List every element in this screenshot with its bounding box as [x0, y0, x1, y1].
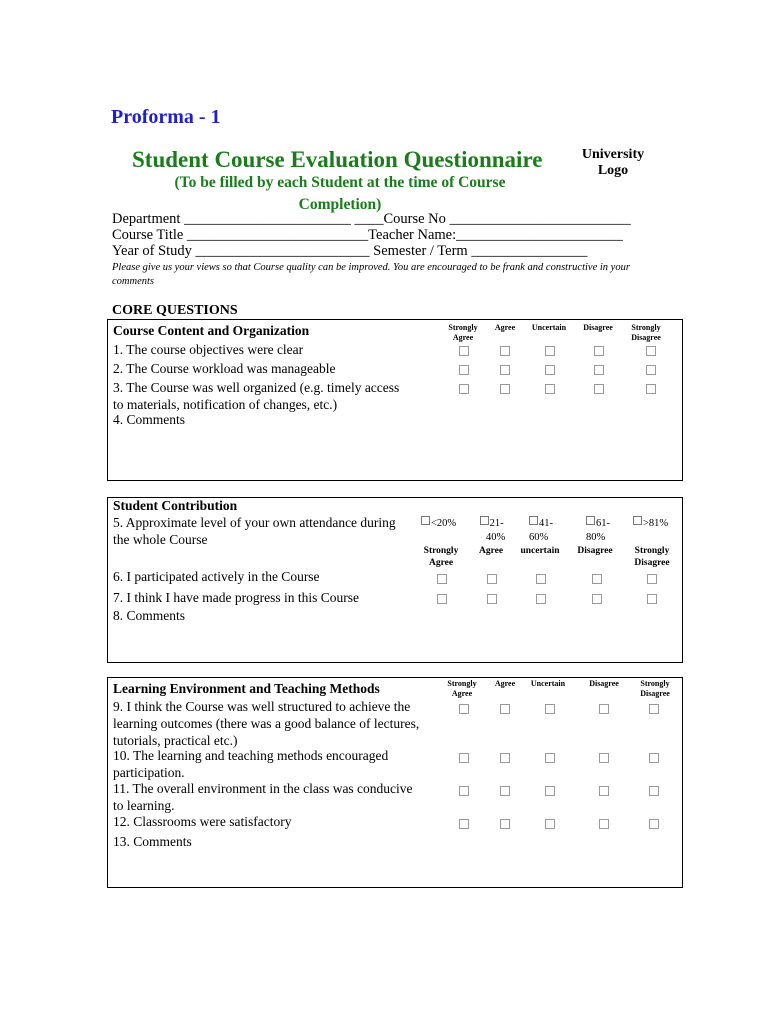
question-5: 5. Approximate level of your own attendance during the whole Course: [113, 515, 396, 547]
attendance-option-lt20[interactable]: [421, 516, 456, 531]
question-4-comments[interactable]: 4. Comments: [113, 412, 186, 427]
q10-uncertain-checkbox[interactable]: [545, 753, 555, 763]
year-semester-field[interactable]: Year of Study ________________________ Semester / Term ________________: [112, 243, 588, 259]
question-1: 1. The course objectives were clear: [113, 342, 304, 357]
attendance-option-41-60[interactable]: [529, 516, 553, 545]
q3-disagree-checkbox[interactable]: [594, 384, 604, 394]
attendance-option-61-80[interactable]: [586, 516, 610, 545]
attendance-option-label: 40%: [486, 532, 506, 543]
q6-strongly-agree-checkbox[interactable]: [437, 574, 447, 584]
q10-disagree-checkbox[interactable]: [599, 753, 609, 763]
header-uncertain: Uncertain: [530, 679, 566, 688]
q12-agree-checkbox[interactable]: [500, 819, 510, 829]
question-11: 11. The overall environment in the class was conducive to learning.: [113, 781, 413, 813]
question-13-comments[interactable]: 13. Comments: [113, 834, 192, 849]
q9-agree-checkbox[interactable]: [500, 704, 510, 714]
q3-strongly-disagree-checkbox[interactable]: [646, 384, 656, 394]
q12-strongly-disagree-checkbox[interactable]: [649, 819, 659, 829]
attendance-option-gt81[interactable]: [633, 516, 668, 531]
q2-strongly-agree-checkbox[interactable]: [459, 365, 469, 375]
q1-disagree-checkbox[interactable]: [594, 346, 604, 356]
attendance-option-label: 41-: [539, 518, 553, 529]
header-disagree: Disagree: [589, 679, 619, 688]
attendance-option-label: 21-: [489, 518, 504, 529]
header-strongly-agree: Strongly Agree: [447, 679, 477, 698]
header-disagree: Disagree: [583, 323, 613, 332]
university-logo-placeholder: [570, 147, 656, 179]
q7-uncertain-checkbox[interactable]: [536, 594, 546, 604]
attendance-option-21-40[interactable]: [478, 516, 505, 545]
q2-agree-checkbox[interactable]: [500, 365, 510, 375]
q7-agree-checkbox[interactable]: [487, 594, 497, 604]
q6-agree-checkbox[interactable]: [487, 574, 497, 584]
checkbox-icon: [529, 516, 538, 525]
q9-strongly-agree-checkbox[interactable]: [459, 704, 469, 714]
header-disagree: Disagree: [577, 546, 613, 556]
attendance-option-label: 61-: [596, 518, 610, 529]
q2-strongly-disagree-checkbox[interactable]: [646, 365, 656, 375]
header-strongly-agree: Strongly Agree: [448, 323, 478, 342]
q11-agree-checkbox[interactable]: [500, 786, 510, 796]
section-learning-environment: [107, 677, 683, 888]
question-12: 12. Classrooms were satisfactory: [113, 814, 292, 829]
q12-disagree-checkbox[interactable]: [599, 819, 609, 829]
course-title-teacher-field[interactable]: Course Title _________________________Teacher Name:_______________________: [112, 227, 623, 243]
q7-disagree-checkbox[interactable]: [592, 594, 602, 604]
q6-strongly-disagree-checkbox[interactable]: [647, 574, 657, 584]
q12-uncertain-checkbox[interactable]: [545, 819, 555, 829]
q3-strongly-agree-checkbox[interactable]: [459, 384, 469, 394]
question-7: 7. I think I have made progress in this Course: [113, 590, 359, 605]
subtitle-line-1: (To be filled by each Student at the time of Course: [174, 174, 506, 191]
attendance-option-label: <20%: [431, 518, 457, 529]
q9-uncertain-checkbox[interactable]: [545, 704, 555, 714]
question-8-comments[interactable]: 8. Comments: [113, 608, 186, 623]
section-student-contribution: [107, 497, 683, 663]
header-agree: Agree: [478, 546, 504, 556]
q1-agree-checkbox[interactable]: [500, 346, 510, 356]
q11-uncertain-checkbox[interactable]: [545, 786, 555, 796]
proforma-label: Proforma - 1: [111, 106, 221, 128]
header-strongly-disagree: Strongly Disagree: [631, 323, 661, 342]
q7-strongly-disagree-checkbox[interactable]: [647, 594, 657, 604]
q9-strongly-disagree-checkbox[interactable]: [649, 704, 659, 714]
q2-uncertain-checkbox[interactable]: [545, 365, 555, 375]
header-strongly-disagree: Strongly Disagree: [634, 546, 670, 568]
q10-strongly-disagree-checkbox[interactable]: [649, 753, 659, 763]
checkbox-icon: [421, 516, 430, 525]
attendance-option-label: 60%: [529, 532, 549, 543]
q11-disagree-checkbox[interactable]: [599, 786, 609, 796]
question-9: 9. I think the Course was well structured to achieve the learning outcomes (there was a good balance of lectures, tutorials, practical etc.): [113, 699, 420, 748]
header-strongly-agree: Strongly Agree: [423, 546, 459, 568]
checkbox-icon: [633, 516, 642, 525]
page-subtitle: [140, 172, 540, 216]
header-agree: Agree: [494, 323, 516, 332]
q11-strongly-agree-checkbox[interactable]: [459, 786, 469, 796]
q6-uncertain-checkbox[interactable]: [536, 574, 546, 584]
logo-line-2: Logo: [597, 163, 629, 178]
attendance-option-label: 80%: [586, 532, 606, 543]
attendance-option-label: >81%: [643, 518, 669, 529]
header-agree: Agree: [494, 679, 516, 688]
section-title: Course Content and Organization: [113, 323, 310, 338]
header-uncertain: Uncertain: [531, 323, 567, 332]
q1-strongly-disagree-checkbox[interactable]: [646, 346, 656, 356]
header-strongly-disagree: Strongly Disagree: [640, 679, 670, 698]
question-3: 3. The Course was well organized (e.g. timely access to materials, notification of changes, etc.): [113, 380, 400, 412]
logo-line-1: University: [581, 147, 645, 162]
q1-strongly-agree-checkbox[interactable]: [459, 346, 469, 356]
department-course-no-field[interactable]: Department _______________________ ____Course No _________________________: [112, 211, 631, 227]
q10-agree-checkbox[interactable]: [500, 753, 510, 763]
q6-disagree-checkbox[interactable]: [592, 574, 602, 584]
core-questions-heading: CORE QUESTIONS: [112, 303, 238, 318]
q1-uncertain-checkbox[interactable]: [545, 346, 555, 356]
q9-disagree-checkbox[interactable]: [599, 704, 609, 714]
q3-uncertain-checkbox[interactable]: [545, 384, 555, 394]
checkbox-icon: [586, 516, 595, 525]
q11-strongly-disagree-checkbox[interactable]: [649, 786, 659, 796]
q3-agree-checkbox[interactable]: [500, 384, 510, 394]
q12-strongly-agree-checkbox[interactable]: [459, 819, 469, 829]
page-title: Student Course Evaluation Questionnaire: [132, 147, 543, 172]
question-10: 10. The learning and teaching methods encouraged participation.: [113, 748, 389, 780]
header-uncertain: uncertain: [520, 546, 560, 556]
section-title: Student Contribution: [113, 498, 238, 513]
q2-disagree-checkbox[interactable]: [594, 365, 604, 375]
q10-strongly-agree-checkbox[interactable]: [459, 753, 469, 763]
subtitle-line-2: Completion): [298, 196, 382, 213]
section-course-content: [107, 319, 683, 481]
question-6: 6. I participated actively in the Course: [113, 569, 320, 584]
checkbox-icon: [480, 516, 489, 525]
instructions-note: Please give us your views so that Course quality can be improved. You are encouraged to be frank and constructive in your comments: [112, 262, 630, 287]
question-2: 2. The Course workload was manageable: [113, 361, 336, 376]
section-title: Learning Environment and Teaching Methods: [113, 681, 380, 696]
q7-strongly-agree-checkbox[interactable]: [437, 594, 447, 604]
